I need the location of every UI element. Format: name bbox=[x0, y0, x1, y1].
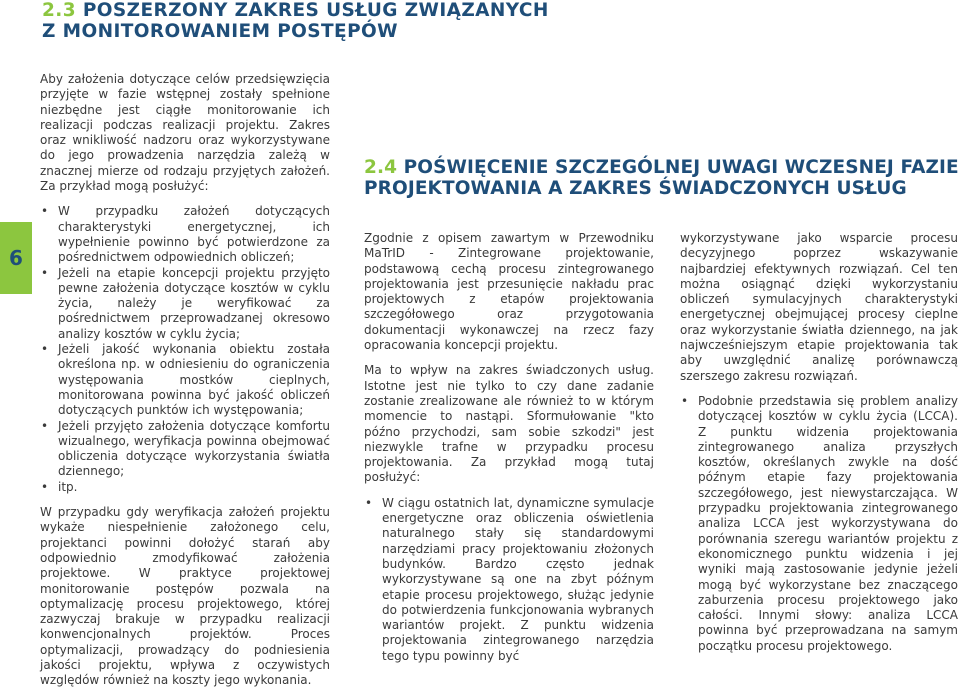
section-heading-line-1 bbox=[42, 0, 549, 21]
section-heading-2-4 bbox=[364, 157, 959, 199]
chapter-tab bbox=[0, 222, 32, 294]
section-title-part-1: POŚWIĘCENIE SZCZEGÓLNEJ UWAGI WCZESNEJ FAZIE bbox=[403, 157, 959, 178]
list-item: • W przypadku założeń dotyczących charakterystyki energetycznej, ich wypełnienie powinno być potwierdzone za pośrednictwem odpowiednich obliczeń; bbox=[40, 204, 330, 265]
section-heading-2-3 bbox=[42, 0, 549, 42]
intro-paragraph: Aby założenia dotyczące celów przedsięwzięcia przyjęte w fazie wstępnej zostały spełnione niezbędne jest ciągłe monitorowanie ich realizacji podczas realizacji projektu. Zakres oraz wnikliwość nadzoru oraz wykorzystywane do jego prowadzenia narzędzia zależą w znacznej mierze od rodzaju przyjętych założeń. Za przykład mogą posłużyć: bbox=[40, 72, 330, 194]
section-title-part-1: POSZERZONY ZAKRES USŁUG ZWIĄZANYCH bbox=[82, 0, 549, 21]
chapter-number: 6 bbox=[9, 246, 23, 270]
paragraph: Ma to wpływ na zakres świadczonych usług. Istotne jest nie tylko to czy dane zadanie zostanie zrealizowane ale również to w którym momencie to nastąpi. Sformułowanie "kto późno przychodzi, sam sobie szkodzi" jest niezwykle trafne w przypadku procesu projektowania. Za przykład mogą tutaj posłużyć: bbox=[364, 363, 654, 485]
list-item: • Podobnie przedstawia się problem analizy dotyczącej kosztów w cyklu życia (LCCA). Z punktu widzenia projektowania zintegrowanego analiza przyszłych kosztów, określanych zwykle na dość późnym etapie fazy projektowania szczegółowego, jest niewystarczająca. W przypadku projektowania zintegrowanego analiza LCCA jest wykorzystywana do porównania szeregu wariantów projektu z ekonomicznego punktu widzenia i jej wyniki mają zastosowanie jedynie jeżeli mogą być wykorzystane bez znaczącego zaburzenia procesu projektowego jako całości. Innymi słowy: analiza LCCA powinna być przeprowadzana na samym początku procesu projektowego. bbox=[680, 394, 958, 654]
section-title-part-2: Z MONITOROWANIEM POSTĘPÓW bbox=[42, 21, 398, 42]
paragraph: Zgodnie z opisem zawartym w Przewodniku MaTrID - Zintegrowane projektowanie, podstawową cechą procesu zintegrowanego projektowania jest przesunięcie nakładu prac projektowych z etapów projektowania szczegółowego oraz przygotowania dokumentacji wykonawczej na rzecz fazy opracowania koncepcji projektu. bbox=[364, 231, 654, 353]
section-number: 2.4 bbox=[364, 157, 398, 178]
section-heading-line-1 bbox=[364, 157, 959, 178]
list-item: • W ciągu ostatnich lat, dynamiczne symulacje energetyczne oraz obliczenia oświetlenia naturalnego stały się standardowymi narzędziami pracy projektowaniu złożonych budynków. Bardzo często jednak wykorzystywane są one na zbyt późnym etapie procesu projektowego, służąc jedynie do potwierdzenia funkcjonowania wybranych wariantów projekt. Z punktu widzenia projektowania zintegrowanego narzędzia tego typu powinny być bbox=[364, 496, 654, 664]
column-middle bbox=[364, 231, 654, 674]
example-list bbox=[364, 496, 654, 664]
example-list bbox=[680, 394, 958, 654]
section-title-part-2: PROJEKTOWANIA A ZAKRES ŚWIADCZONYCH USŁUG bbox=[364, 178, 907, 199]
section-number: 2.3 bbox=[42, 0, 76, 21]
example-list bbox=[40, 204, 330, 495]
paragraph: wykorzystywane jako wsparcie procesu decyzyjnego poprzez wskazywanie najbardziej efektywnych rozwiązań. Cel ten można osiągnąć dzięki wykorzystaniu obliczeń symulacyjnych charakterystyki energetycznej obejmującej procesy cieplne oraz wykorzystanie światła dziennego, na jak najwcześniejszym etapie projektowania tak aby uwzględnić analizę porównawczą szerszego zakresu rozwiązań. bbox=[680, 231, 958, 383]
list-item: • Jeżeli na etapie koncepcji projektu przyjęto pewne założenia dotyczące kosztów w cyklu życia, należy je weryfikować za pośrednictwem przeprowadzanej okresowo analizy kosztów w cyklu życia; bbox=[40, 266, 330, 342]
column-left bbox=[40, 72, 330, 699]
list-item: • Jeżeli przyjęto założenia dotyczące komfortu wizualnego, weryfikacja powinna obejmować obliczenia dotyczące wykorzystania światła dziennego; bbox=[40, 419, 330, 480]
column-right bbox=[680, 231, 958, 664]
closing-paragraph: W przypadku gdy weryfikacja założeń projektu wykaże niespełnienie założonego celu, projektanci powinni dołożyć starań aby odpowiednio zmodyfikować założenia projektowe. W praktyce projektowej monitorowanie postępów pozwala na optymalizację procesu projektowego, której zazwyczaj brakuje w przypadku realizacji konwencjonalnych projektów. Proces optymalizacji, prowadzący do podniesienia jakości projektu, wpływa z oczywistych względów również na koszty jego wykonania. bbox=[40, 505, 330, 688]
list-item: • Jeżeli jakość wykonania obiektu została określona np. w odniesieniu do ograniczenia występowania mostków cieplnych, monitorowana powinna być jakość obliczeń dotyczących punktów ich występowania; bbox=[40, 342, 330, 418]
list-item: • itp. bbox=[40, 480, 330, 495]
